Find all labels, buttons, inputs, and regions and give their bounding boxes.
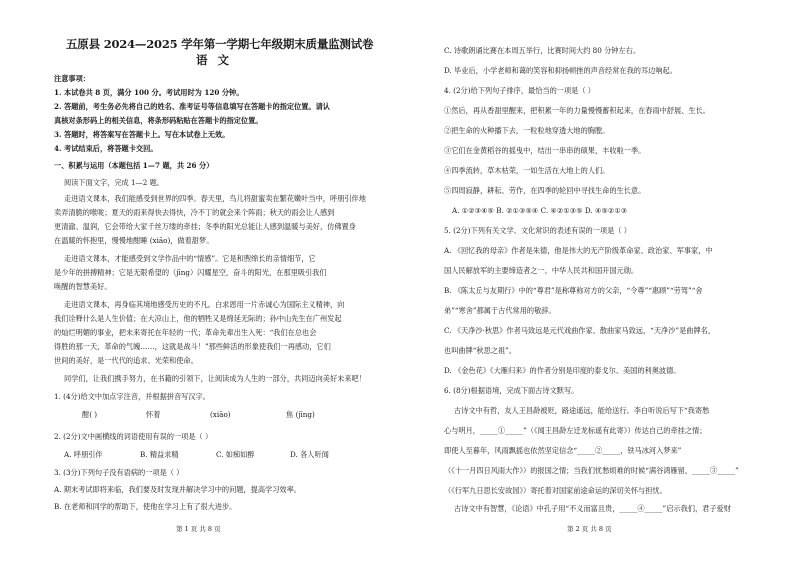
question-2: 2. (2分)文中画横线的词语使用有误的一项是（ ） [54,432,213,441]
notes-heading: 注意事项： [54,74,90,83]
q3-option-a: A. 期末考试即将来临，我们要及时发现并解决学习中的问题，提高学习效率。 [54,485,301,494]
passage-line: 走进语文课本，我们能感受到世界的四季。春天里，鸟儿将甜蜜卖在繁花嫩叶当中，呼朋引伴地 [64,194,366,203]
passage-line: 在温暖的怀抱里，慢慢地酣睡 (xiāo)，做着甜梦。 [54,236,214,245]
q6-line: （《行军九日思长安故园》）寄托着对国家前途命运的深切关怀与担忧。 [444,486,667,495]
q3-option-b: B. 在老师和同学的帮助下，使他在学习上有了很大进步。 [54,502,237,511]
q1-item: (xiāo) [210,410,231,419]
question-5: 5. (2分)下列有关文学、文化常识的表述有误的一项是（ ） [444,226,631,235]
passage-line: 得胜的那一天，革命的气魄……，这就是战斗！”那些鲜活的形象使我们一再感动，它们 [54,342,331,351]
passage-line: 更清澈、温润，它会带给大家千丝万缕的牵挂；冬季的阳光总能让人感到温暖与美好，仿佛置身 [54,222,356,231]
passage-line: 的灿烂明媚的事业，把未来寄托在年轻的一代；革命先辈出生入死：“我们在总也会 [54,328,317,337]
reading-intro: 阅读下面文字，完成 1—2 题。 [64,178,164,187]
q1-item: 怀着 [146,410,161,419]
q5-line: 也叫曲牌“秋思之祖”。 [444,346,517,355]
q6-line: 古诗文中有智慧，《论语》中孔子用“不义而富且贵，_____④_____”启示我们，君子爱财 [454,504,731,513]
q5-line: 国人民解放军的主要缔造者之一。中华人民共和国开国元勋。 [444,266,639,275]
q6-line: （《十一月四日风雨大作》）的报国之情；当我们忧愁烦难的时候“满谷鸿雁留，_____③_____” [444,466,739,475]
q2-option-c: C. 如痴如醉 [216,450,255,459]
note-4: 4. 考试结束后，将答题卡交回。 [54,144,158,153]
question-6: 6. (8分)根据语境，完成下面古诗文默写。 [444,386,579,395]
page-footer: 第 1 页 共 8 页 [176,525,221,533]
q2-option-a: A. 呼朋引伴 [64,450,103,459]
q2-option-b: B. 精益求精 [140,450,179,459]
passage-line: 走进语文课本，才能感受到文学作品中的“情感”。它是和煦绵长的亲情细节，它 [64,254,316,263]
note-3: 3. 答题时，将答案写在答题卡上。写在本试卷上无效。 [54,130,230,139]
page-footer: 第 2 页 共 8 页 [567,525,612,533]
q3-option-c: C. 诗歌朗诵比赛在本周五举行，比赛时间大约 80 分钟左右。 [444,46,641,55]
passage-line: 唤醒的智慧美好。 [54,282,112,291]
note-1: 1. 本试卷共 8 页，满分 100 分。考试用时为 120 分钟。 [54,88,244,97]
exam-subject: 语 文 [196,53,233,67]
q6-line: 古诗文中有哲，友人王昌龄被贬，路途遥远，能给送行。李白听说后写下“我寄愁 [454,406,710,415]
note-2-cont: 真核对条形码上的相关信息，将条形码粘贴在答题卡的指定位置。 [54,116,263,125]
q5-line: B. 《陈太丘与友期行》中的“尊君”是称尊称对方的父亲，“令尊”“惠顾”“劳驾”“舍 [444,286,703,295]
q3-option-d: D. 毕业后，小学老师和蔼的笑容和抑扬顿挫的声音经常在我的耳边响起。 [444,66,677,75]
question-4: 4. (2分)给下列句子排序，最恰当的一项是（ ） [444,86,595,95]
passage-line: 同学们，让我们携手努力，在书籍的引领下，让阅读成为人生的一部分，共同迈向美好未来吧！ [64,374,366,383]
passage-line: 是少年的拼搏精神；它是无限希望的（jīng）闪耀星空，奋斗的阳光，在那里吸引我们 [54,268,327,277]
q2-option-d: D. 各人听闻 [290,450,329,459]
q5-line: A. 《回忆我的母亲》作者是朱德，他是伟大的无产阶级革命家、政治家、军事家，中 [444,246,713,255]
q6-line: 即使人至暮年，风雨飘摇也依然坚定信念“_____②_____，铁马冰河入梦来” [444,446,682,455]
q4-sentence: ①然后，再从香甜里醒来，把积累一年的力量慢慢蓄积起来，在春雨中舒展、生长。 [444,106,710,115]
question-1: 1. (4分)给文中加点字注音，并根据拼音写汉字。 [54,392,210,401]
q4-sentence: ⑤四周寂静，耕耘、劳作，在四季的轮回中寻找生命的生长意。 [444,186,646,195]
exam-page-2 [397,0,794,561]
q1-item: 焦 (jīng) [286,410,315,419]
passage-line: 我们诠释什么是人生价值；在大凉山上，他的牺牲又是绵延无际的；孙中山先生在广州发起 [54,314,342,323]
q1-item: 酣( ) [82,410,98,419]
q5-line: C. 《天净沙·秋思》作者马致远是元代戏曲作家、散曲家马致远，“天净沙”是曲牌名， [444,326,716,335]
passage-line: 卖弄清脆的喉咙；夏天的雨来得快去得快，冷不丁的就会来个阵雨；秋天的雨会让人感到 [54,208,335,217]
note-2: 2. 答题前，考生务必先将自己的姓名、准考证号等信息填写在答题卡的指定位置。请认 [54,102,330,111]
section-1-heading: 一、积累与运用（本题包括 1—7 题，共 26 分） [54,161,214,170]
passage-line: 走进语文课本，再身临其境地感受历史的不凡。白求恩用一片赤诚心为国际主义精神，向 [64,300,345,309]
q4-options: A. ①②③④⑤ B. ②①③⑤④ C. ④②①③⑤ D. ④⑤②①③ [452,206,628,215]
q5-line: D. 《金色花》《大雁归来》的作者分别是印度的泰戈尔、美国的利奥波德。 [444,366,681,375]
exam-title: 五原县 2024—2025 学年第一学期七年级期末质量监测试卷 [66,37,374,51]
q4-sentence: ③它们在金黄稻谷的摇曳中，结出一串串的硕果，丰收啦一季。 [444,146,646,155]
question-3: 3. (3分)下列句子没有语病的一项是（ ） [54,468,184,477]
passage-line: 世间的美好，是一代代的追求、光荣和使命。 [54,356,198,365]
q4-sentence: ②把生命的火种播下去，一粒粒地穿透大地的胸膛。 [444,126,610,135]
q4-sentence: ④四季流转，草木枯荣，一如生活在大地上的人们。 [444,166,610,175]
q5-line: 弟”“寒舍”都属于古代常用的敬辞。 [444,306,556,315]
q6-line: 心与明月，_____①_____”（《闻王昌龄左迁龙标遥有此寄》）传达自己的牵挂之情； [444,426,707,435]
